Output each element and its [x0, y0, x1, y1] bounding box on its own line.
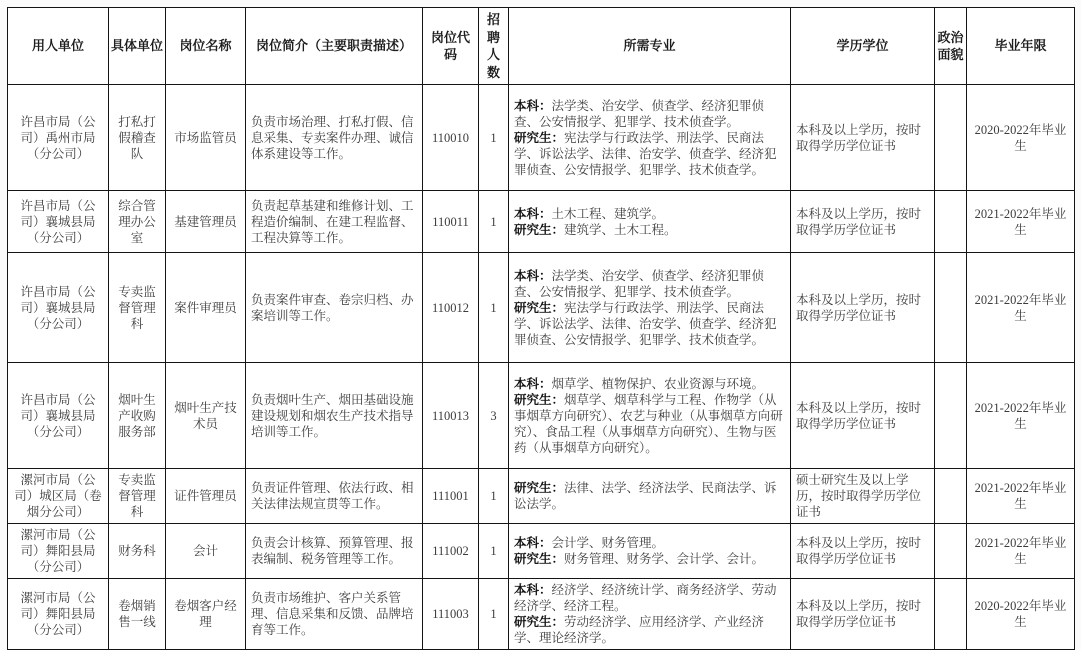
cell-grad_year: 2020-2022年毕业生: [967, 579, 1075, 650]
cell-majors: [509, 363, 791, 469]
cell-description: 负责案件审查、卷宗归档、办案培训等工作。: [246, 253, 423, 363]
cell-grad_year: 2020-2022年毕业生: [967, 85, 1075, 191]
cell-majors: [509, 579, 791, 650]
majors-level-label: 研究生：: [514, 130, 565, 145]
cell-majors: [509, 469, 791, 524]
cell-description: 负责起草基建和维修计划、工程造价编制、在建工程监督、工程决算等工作。: [246, 191, 423, 253]
cell-position: 会计: [166, 524, 246, 579]
cell-majors: [509, 191, 791, 253]
cell-count: 1: [479, 579, 509, 650]
cell-position: 证件管理员: [166, 469, 246, 524]
cell-position: 基建管理员: [166, 191, 246, 253]
cell-employer: 许昌市局（公司）禹州市局（分公司）: [8, 85, 109, 191]
table-row: [8, 579, 1075, 650]
majors-segment: 本科：会计学、财务管理。: [514, 536, 665, 551]
cell-count: 1: [479, 85, 509, 191]
table-row: [8, 191, 1075, 253]
table-row: [8, 469, 1075, 524]
majors-level-label: 本科：: [514, 583, 552, 598]
table-row: [8, 85, 1075, 191]
cell-degree: 本科及以上学历，按时取得学历学位证书: [791, 191, 935, 253]
header-row: [8, 8, 1075, 85]
cell-political: [935, 469, 967, 524]
cell-employer: 漯河市局（公司）舞阳县局（分公司）: [8, 524, 109, 579]
majors-level-label: 本科：: [514, 376, 552, 391]
majors-segment: 研究生：宪法学与行政法学、刑法学、民商法学、诉讼法学、法律、治安学、侦查学、经济犯罪侦查、公安情报学、犯罪学、技术侦查学。: [514, 130, 777, 177]
cell-position: 案件审理员: [166, 253, 246, 363]
cell-position: 卷烟客户经理: [166, 579, 246, 650]
majors-segment: 研究生：劳动经济学、应用经济学、产业经济学、理论经济学。: [514, 615, 765, 646]
column-header-count: 招聘人数: [479, 8, 509, 85]
cell-employer: 漯河市局（公司）舞阳县局（分公司）: [8, 579, 109, 650]
cell-code: 110012: [423, 253, 479, 363]
cell-unit: 综合管理办公室: [109, 191, 166, 253]
cell-count: 1: [479, 191, 509, 253]
cell-degree: 本科及以上学历，按时取得学历学位证书: [791, 579, 935, 650]
column-header-description: 岗位简介（主要职责描述）: [246, 8, 423, 85]
majors-segment: 研究生：宪法学与行政法学、刑法学、民商法学、诉讼法学、法律、治安学、侦查学、经济犯罪侦查、公安情报学、犯罪学、技术侦查学。: [514, 300, 777, 347]
cell-position: 烟叶生产技术员: [166, 363, 246, 469]
majors-segment: 研究生：财务管理、财务学、会计学、会计。: [514, 552, 765, 567]
cell-degree: 硕士研究生及以上学历，按时取得学历学位证书: [791, 469, 935, 524]
cell-unit: 烟叶生产收购服务部: [109, 363, 166, 469]
majors-level-label: 研究生：: [514, 481, 565, 496]
cell-description: 负责烟叶生产、烟田基础设施建设规划和烟农生产技术指导培训等工作。: [246, 363, 423, 469]
cell-code: 110013: [423, 363, 479, 469]
column-header-position: 岗位名称: [166, 8, 246, 85]
cell-employer: 许昌市局（公司）襄城县局（分公司）: [8, 191, 109, 253]
cell-political: [935, 253, 967, 363]
cell-unit: 专卖监督管理科: [109, 469, 166, 524]
cell-grad_year: 2021-2022年毕业生: [967, 253, 1075, 363]
cell-political: [935, 579, 967, 650]
cell-unit: 专卖监督管理科: [109, 253, 166, 363]
cell-code: 110011: [423, 191, 479, 253]
cell-political: [935, 85, 967, 191]
cell-count: 3: [479, 363, 509, 469]
majors-segment: 研究生：法律、法学、经济法学、民商法学、诉讼法学。: [514, 481, 777, 512]
cell-code: 110010: [423, 85, 479, 191]
column-header-employer: 用人单位: [8, 8, 109, 85]
majors-segment: 本科：法学类、治安学、侦查学、经济犯罪侦查、公安情报学、犯罪学、技术侦查学。: [514, 98, 765, 129]
table-body: [8, 85, 1075, 650]
cell-code: 111001: [423, 469, 479, 524]
cell-grad_year: 2021-2022年毕业生: [967, 524, 1075, 579]
cell-political: [935, 191, 967, 253]
table-row: [8, 363, 1075, 469]
column-header-grad_year: 毕业年限: [967, 8, 1075, 85]
majors-level-label: 研究生：: [514, 300, 565, 315]
cell-code: 111003: [423, 579, 479, 650]
column-header-code: 岗位代码: [423, 8, 479, 85]
cell-employer: 许昌市局（公司）襄城县局（分公司）: [8, 363, 109, 469]
majors-segment: 本科：土木工程、建筑学。: [514, 206, 665, 221]
column-header-unit: 具体单位: [109, 8, 166, 85]
majors-level-label: 本科：: [514, 206, 552, 221]
recruitment-table: [7, 7, 1075, 650]
majors-level-label: 本科：: [514, 98, 552, 113]
majors-level-label: 本科：: [514, 268, 552, 283]
majors-level-label: 研究生：: [514, 222, 565, 237]
cell-description: 负责市场治理、打私打假、信息采集、专卖案件办理、诚信体系建设等工作。: [246, 85, 423, 191]
cell-code: 111002: [423, 524, 479, 579]
table-row: [8, 253, 1075, 363]
cell-count: 1: [479, 253, 509, 363]
cell-grad_year: 2021-2022年毕业生: [967, 469, 1075, 524]
cell-degree: 本科及以上学历，按时取得学历学位证书: [791, 363, 935, 469]
cell-unit: 打私打假稽查队: [109, 85, 166, 191]
cell-political: [935, 363, 967, 469]
majors-segment: 研究生：建筑学、土木工程。: [514, 222, 677, 237]
cell-grad_year: 2021-2022年毕业生: [967, 363, 1075, 469]
cell-count: 1: [479, 524, 509, 579]
cell-position: 市场监管员: [166, 85, 246, 191]
column-header-political: 政治面貌: [935, 8, 967, 85]
column-header-degree: 学历学位: [791, 8, 935, 85]
cell-degree: 本科及以上学历，按时取得学历学位证书: [791, 524, 935, 579]
majors-level-label: 研究生：: [514, 392, 565, 407]
cell-degree: 本科及以上学历，按时取得学历学位证书: [791, 85, 935, 191]
cell-unit: 卷烟销售一线: [109, 579, 166, 650]
cell-degree: 本科及以上学历，按时取得学历学位证书: [791, 253, 935, 363]
cell-description: 负责证件管理、依法行政、相关法律法规宣贯等工作。: [246, 469, 423, 524]
cell-majors: [509, 253, 791, 363]
column-header-majors: 所需专业: [509, 8, 791, 85]
cell-description: 负责会计核算、预算管理、报表编制、税务管理等工作。: [246, 524, 423, 579]
cell-grad_year: 2021-2022年毕业生: [967, 191, 1075, 253]
majors-level-label: 研究生：: [514, 615, 565, 630]
cell-employer: 许昌市局（公司）襄城县局（分公司）: [8, 253, 109, 363]
cell-majors: [509, 85, 791, 191]
majors-segment: 本科：法学类、治安学、侦查学、经济犯罪侦查、公安情报学、犯罪学、技术侦查学。: [514, 268, 765, 299]
majors-level-label: 研究生：: [514, 552, 565, 567]
majors-segment: 本科：经济学、经济统计学、商务经济学、劳动经济学、经济工程。: [514, 583, 777, 614]
cell-majors: [509, 524, 791, 579]
majors-level-label: 本科：: [514, 536, 552, 551]
cell-count: 1: [479, 469, 509, 524]
table-row: [8, 524, 1075, 579]
majors-segment: 研究生：烟草学、烟草科学与工程、作物学（从事烟草方向研究）、农艺与种业（从事烟草方向研究）、食品工程（从事烟草方向研究）、生物与医药（从事烟草方向研究）。: [514, 392, 783, 455]
cell-unit: 财务科: [109, 524, 166, 579]
cell-employer: 漯河市局（公司）城区局（卷烟分公司）: [8, 469, 109, 524]
cell-political: [935, 524, 967, 579]
majors-segment: 本科：烟草学、植物保护、农业资源与环境。: [514, 376, 765, 391]
cell-description: 负责市场维护、客户关系管理、信息采集和反馈、品牌培育等工作。: [246, 579, 423, 650]
